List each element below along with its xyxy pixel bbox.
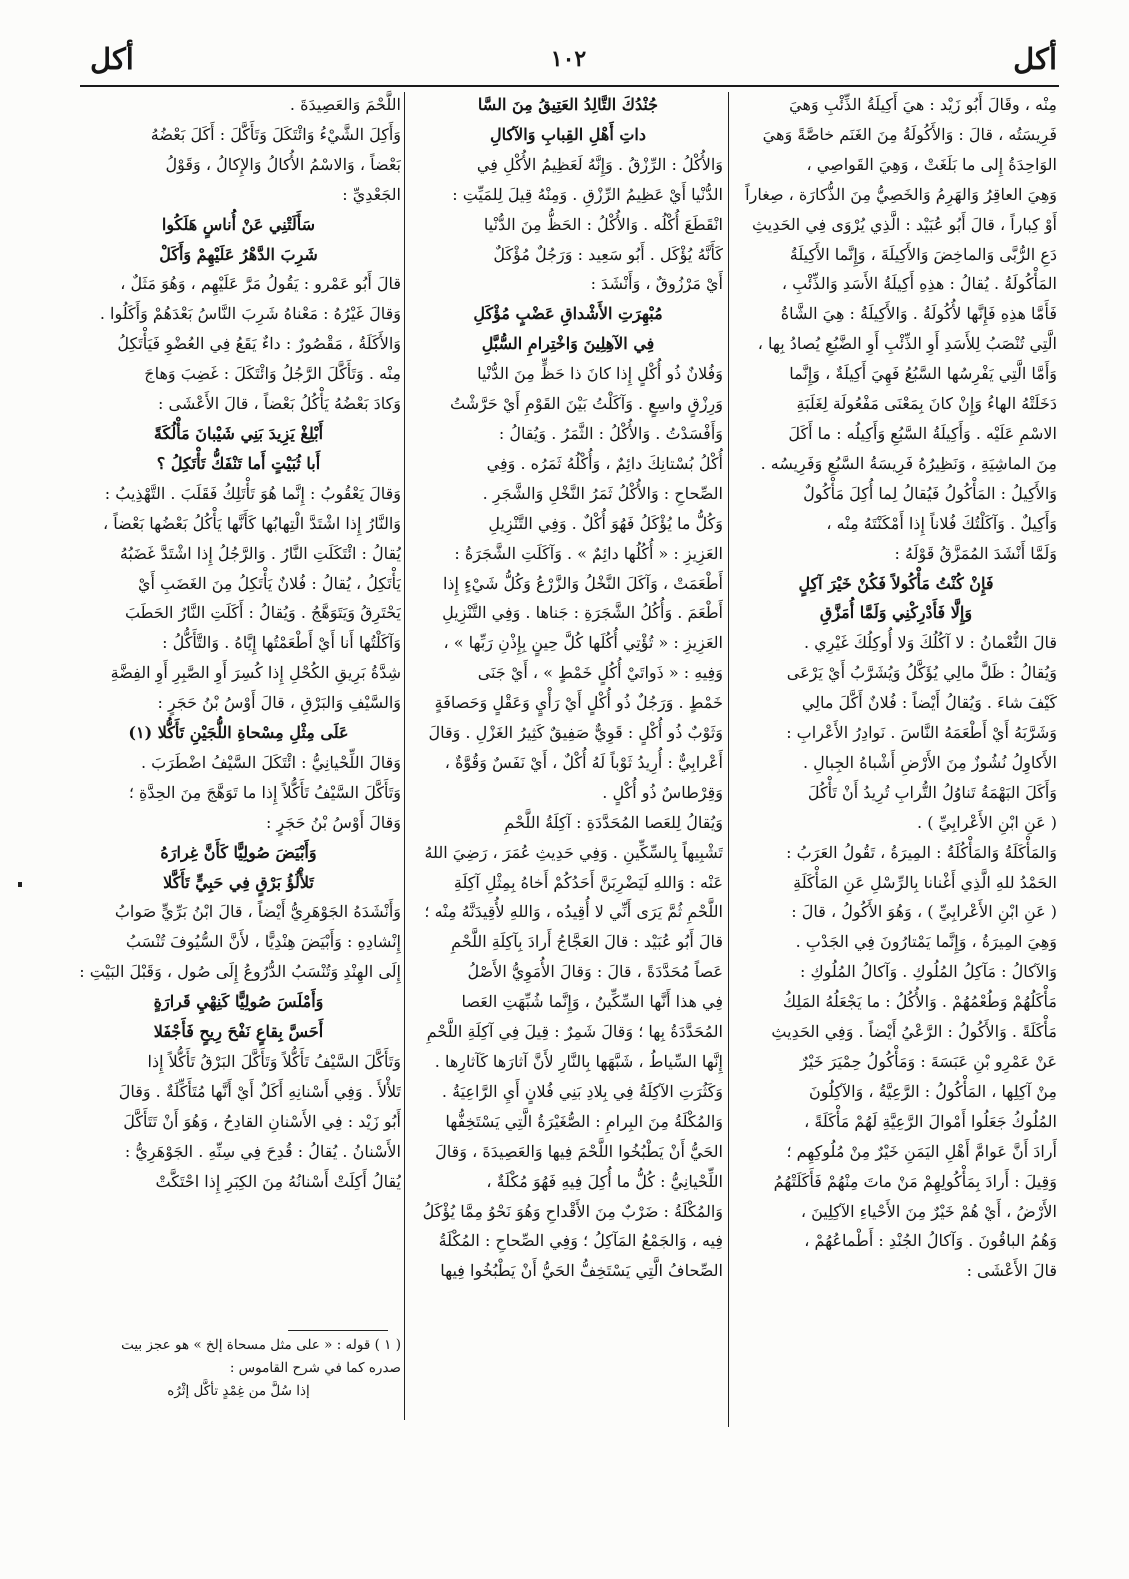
text-line: أُكْلُ بُسْتانِكَ دائِمٌ ، وَأُكْلُهُ ثَمَرُه . وَفِي [486,453,723,473]
text-line: بَعْضاً ، وَالاسْمُ الأُكالُ وَالإِكالُ ، وَقَوْلُ [165,154,401,174]
text-line: مِنْه . وَتَأَكَّلَ الرَّجُلُ وَائْتَكَلَ : غَضِبَ وَهاجَ [144,364,401,384]
footnote-line: صدره كما في شرح القاموس : [229,1360,401,1376]
text-line: الوَاحِدَةُ إِلى ما بَلَغَتْ ، وَهِيَ القَواصِي ، [806,154,1057,174]
text-line: وَلَمَّا أَنْشَدَ المُمَزَّقُ قَوْلَهُ : [894,543,1057,563]
text-line: وَقالَ يَعْقُوبُ : إِنَّما هُوَ تَأْتَلِكُ فَقَلَبَ . التَّهْذِيبُ : [104,483,401,503]
text-line: وَالأَكَلَةُ ، مَقْصُورٌ : داءٌ يَقَعُ فِي العُضْوِ فَيَأْتَكِلُ [117,334,401,354]
text-line: مِنَ الماشِيَةِ ، وَنَظِيرُهُ فَرِيسَةُ السَّبُعِ وَفَرِيسُه . [760,453,1057,473]
text-line: وَيُقالُ : ظَلَّ مالِي يُؤَكَّلُ وَيُشَرَّبُ أَيْ يَرْعَى [786,663,1057,683]
text-line: وَأَفْسَدْتُ . وَالأُكْلُ : الثَّمَرُ . وَيُقالُ : [498,423,723,443]
text-line: وَهِيَ العاقِرُ وَالهَرِمُ وَالخَصِيُّ مِنَ الذُّكارَة ، صِغاراً [745,184,1057,204]
page-number: ١٠٢ [550,46,587,72]
text-line: أَطْعَمَ . وَأُكُلُ الشَّجَرَةِ : جَناها . وَفِي التَّنْزِيلِ [442,603,723,623]
page-header [76,40,1061,84]
text-line: وَالنَّارُ إِذا اشْتَدَّ الْتِهابُها كَأَنَّها يَأْكُلُ بَعْضُها بَعْضاً ، [103,513,401,533]
text-line: شِدَّةُ بَرِيقِ الكُحْلِ إِذا كُسِرَ أَوِ الصَّبِرِ أَوِ الفِضَّةِ [110,663,401,683]
headword-left: أكل [90,42,134,76]
text-line: الحَيُّ أَنْ يَطْبُخُوا اللَّحْمَ فِيها وَالعَصِيدَةَ ، وَقالَ [435,1141,723,1161]
text-line: يُقالُ أَكِلَتْ أَسْنانُهُ مِنَ الكِبَرِ إِذا احْتَكَّتْ [155,1171,401,1191]
text-line: وَكَثُرَتِ الآكِلَةُ فِي بِلادِ بَنِي فُلانٍ أَيِ الرَّاعِيَةُ . [441,1081,723,1101]
text-line: المُلُوكُ جَعَلُوا أَمْوالَ الرَّعِيَّةِ لَهُمْ مَأْكَلَةً ، [804,1111,1057,1131]
text-line: دَعِ الرُّبَّى وَالماخِضَ وَالأَكِيلَةَ ، وَإِنَّما الأَكِيلَةُ [789,244,1057,264]
text-line: إِلَى الهِنْدِ وَتُنْسَبُ الدُّرُوعُ إِلَى صُول ، وَقَبْلَ البَيْتِ : [79,962,401,982]
text-line: وَفِيهِ : « ذَواتَيْ أُكُلٍ خَمْطٍ » ، أَيْ جَنَى [477,663,723,683]
text-line: وَالسَّيْفِ وَالبَرْقِ ، قالَ أَوْسُ بْنُ حَجَرٍ : [157,693,401,713]
text-line: فَأَمَّا هذِهِ فَإِنَّها لأُكُولَةُ . وَالأَكِيلَةُ : هِيَ الشَّاةُ [780,304,1057,324]
text-line: يَحْتَرِقُ وَيَتَوَهَّجُ . وَيُقالُ : أَكَلَتِ النَّارُ الحَطَبَ [124,603,401,623]
text-line: الأَرْضُ ، أَيْ هُمْ خَيْرٌ مِنَ الأَحْياءِ الآكِلِينَ ، [800,1201,1057,1221]
text-line: وَأَكَلَ البَهْمَةُ تَناوُلُ التُّرابِ تُرِيدُ أَنْ تَأْكُلَ [807,782,1057,802]
text-line: تَشْبِيهاً بِالسِّكِّينِ . وَفِي حَدِيثِ عُمَرَ ، رَضِيَ اللهُ [424,842,723,862]
text-line: قالَ النُّعْمانُ : لا آكُلُكَ وَلا أُوكِلُكَ غَيْرِي . [804,633,1057,653]
text-line: الحَمْدُ للهِ الَّذِي أَغْنانا بِالرِّسْلِ عَنِ المَأْكَلَةِ [793,872,1057,892]
text-line: الدُّنْيا أَيْ عَظِيمُ الرِّزْقِ . وَمِنْهُ قِيلَ لِلمَيِّتِ : [452,184,723,204]
verse-line: جُنْدُكَ التَّالِدُ العَتِيقُ مِنَ السَّا [477,95,659,114]
text-line: عَصاً مُحَدَّدَةً ، قالَ : وَقالَ الأُمَوِيُّ الأَصْلُ [467,962,723,982]
text-line: وَالمَأْكَلَةُ وَالمَأْكُلَةُ : المِيرَةُ ، تَقُولُ العَرَبُ : [786,842,1057,862]
scan-mark [18,882,22,887]
text-line: وَكادَ بَعْضُهُ يَأْكُلُ بَعْضاً ، قالَ الأَعْشَى : [158,394,401,414]
text-column-left [76,90,401,1326]
footnote-verse: إذا سُلَّ من غِمْدٍ تأكَّل إثْرُه [167,1383,310,1399]
text-line: الأَسْنانُ . يُقالُ : قُدِحَ فِي سِنِّهِ . الجَوْهَرِيُّ : [124,1141,401,1161]
text-line: أَوْ كِباراً ، قالَ أَبُو عُبَيْد : الَّذِي يُرْوَى فِي الحَدِيثِ [752,214,1057,234]
text-line: الأَكاوِلُ نُشُوزٌ مِنَ الأَرْضِ أَشْباهُ الجِبالِ . [802,752,1057,772]
column-divider [728,92,729,1427]
verse-line: وَأَبْيَضَ صُولِيًّا كَأَنَّ غِرارَهُ [160,842,317,862]
text-line: أَطْعَمَتْ ، وَآكَلَ النَّخْلُ وَالزَّرْعُ وَكُلُّ شَيْءٍ إِذا [442,573,723,593]
verse-line: أَبا ثُبَيْتٍ أَما تَنْفَكُّ تَأْتَكِلُ ؟ [156,453,321,473]
text-line: خَمْطٍ . وَرَجُلٌ ذُو أُكْلٍ أَيْ رَأْيٍ وَعَقْلٍ وَحَصافَةٍ [434,693,723,713]
text-line: عَنْه : وَاللهِ لَيَضْرِبَنَّ أَحَدُكُمْ أَخاهُ بِمِثْلِ آكِلَةِ [453,872,723,892]
text-line: كَيْفَ شاءَ . وَيُقالُ أَيْضاً : فُلانٌ أَكَّلَ مالِي [801,693,1057,713]
verse-line: مُبْهِرَتِ الأَشْداقِ عَضْبٍ مُؤْكَلِ [473,304,663,324]
verse-line: سَأَلَتْنِي عَنْ أُناسٍ هَلَكُوا [161,214,316,234]
text-line: دَخَلَتْهُ الهاءُ وَإِنْ كانَ بِمَعْنَى مَفْعُولَة لِغَلَبَةِ [796,394,1057,414]
text-line: وَأَنْشَدَهُ الجَوْهَرِيُّ أَيْضاً ، قالَ ابْنُ بَرِّيٍّ صَوابُ [114,902,401,922]
text-line: وَفُلانٌ ذُو أُكْلٍ إِذا كانَ ذا حَظٍّ مِنَ الدُّنْيا [477,364,723,384]
text-line: الصِّحافُ الَّتِي يَسْتَخِفُّ الحَيُّ أَنْ يَطْبُخُوا فِيها [440,1261,723,1281]
text-line: قالَ أَبُو عُبَيْد : قالَ العَجَّاجُ أَرادَ بِآكِلَةِ اللَّحْمِ [451,932,723,952]
text-line: وَالمُكْلَةُ مِنَ البِرامِ : الصُّغَيْرَةُ الَّتِي يَسْتَخِفُّها [445,1111,723,1131]
verse-line: وَإِلَّا فَأَدْرِكْنِي وَلَمَّا أُمَزَّقِ [819,603,973,623]
text-line: وَالآكالُ : مَآكِلُ المُلُوكِ . وَآكالُ المُلُوكِ : [800,962,1057,982]
text-line: وَتَأَكَّلَ السَّيْفُ تَأَكُّلاً وَتَأَكَّلَ البَرْقُ تَأَكُّلاً إِذا [147,1052,401,1071]
text-line: وَيُقالُ لِلعَصا المُحَدَّدَةِ : آكِلَةُ اللَّحْمِ [504,812,723,832]
text-line: اللَّحْمِ ثُمَّ يَرَى أَنِّي لا أُقِيدُه ، وَاللهِ لأُقِيدَنَّهُ مِنْه ؛ [424,902,723,922]
text-line: انْقَطَعَ أُكْلُه . وَالأُكْلُ : الحَظُّ مِنَ الدُّنْيا [483,214,723,234]
text-line: قالَ أَبُو عَمْرو : يَقُولُ مَرَّ عَلَيْهِم ، وَهُوَ مَثَلٌ ، [120,274,401,294]
text-line: إِنْشادِهِ : وَأَبْيَضَ هِنْدِيًّا ، لأَنَّ السُّيُوفَ تُنْسَبُ [125,932,401,952]
verse-line: فِي الآهِلِينَ وَاخْتِرامِ السُّبَّلِ [481,334,655,354]
text-line: إِنَّها السِّياطُ ، شَبَّهَها بِالنَّارِ لأَنَّ آثارَها كَآثارِها . [434,1052,723,1071]
text-line: الَّتِي تُنْصَبُ لِلأَسَدِ أَوِ الذِّئْبِ أَوِ الضَّبُعِ يُصادُ بِها ، [757,334,1057,354]
text-line: مَأْكَلَةً . وَالأَكُولُ : الرَّعْيُ أَيْضاً . وَفِي الحَدِيثِ [771,1022,1057,1042]
text-line: كَأَنَّهُ يُؤْكَل . أَبُو سَعِيد : وَرَجُلٌ مُؤْكَلٌ [493,244,723,264]
text-line: العَزِيزِ : « تُؤْتِي أُكُلَها كُلَّ حِينٍ بِإِذْنِ رَبِّها » ، [443,633,723,653]
column-divider [404,92,405,1420]
verse-line: أَحَسَّ بِقاعٍ نَفْحَ رِيحٍ فَأَجْفَلا [153,1022,324,1042]
text-line: أَبُو زَيْد : فِي الأَسْنانِ القادِحُ ، وَهُوَ أَنْ تَتَأَكَّلَ [123,1111,401,1131]
text-line: مِنْ آكِلِها ، المَأْكُولُ : الرَّعِيَّةُ ، وَالآكِلُونَ [809,1081,1057,1101]
text-line: اللِّحْيانِيُّ : كُلُّ ما أُكِلَ فِيهِ فَهُوَ مُكْلَةٌ ، [486,1171,723,1191]
text-line: المُحَدَّدَةُ بِها ؛ وَقالَ شَمِرٌ : قِيلَ فِي آكِلَةِ اللَّحْمِ [426,1022,723,1042]
verse-line: فَإِنْ كُنْتُ مَأْكُولاً فَكُنْ خَيْرَ آكِلٍ [798,573,994,593]
text-line: أَيْ مَرْزُوقٌ ، وَأَنْشَدَ : [590,274,723,294]
verse-line: أَبْلِغْ يَزِيدَ بَنِي شَيْبانَ مَأْلُكَةً [153,423,324,443]
text-line: وَالأُكْلُ : الرِّزْقُ . وَإِنَّهُ لَعَظِيمُ الأُكْلِ فِي [476,154,723,174]
text-line: مَأْكَلُهُمْ وَطُعْمُهُمْ . وَالأُكُلُ : ما يَجْعَلُهُ المَلِكُ [782,992,1057,1012]
verse-line: عَلَى مِثْلِ مِسْحاةِ اللُّجَيْنِ تَأَكُّلا (١) [128,723,349,743]
text-line: أَعْرابِيٌّ : أُرِيدُ ثَوْباً لَهُ أُكْلٌ ، أَيْ نَفَسٌ وَقُوَّةٌ ، [444,752,723,772]
text-line: الصِّحاحِ : وَالأُكْلُ ثَمَرُ النَّخْلِ وَالشَّجَرِ . [482,483,723,503]
text-line: فِيه ، وَالجَمْعُ المَآكِلُ ؛ وَفِي الصِّحاحِ : المُكْلَةُ [438,1231,723,1251]
text-line: اللَّحْمَ وَالعَصِيدَةَ . [289,95,401,114]
text-line: الاسْمِ عَلَيْه . وَأَكِيلَةُ السَّبُعِ وَأَكِيلُه : ما أَكَلَ [788,423,1057,443]
footnote [76,1334,401,1403]
text-line: فِي هذا أَنَّها السِّكِّينُ ، وَإِنَّما شُبِّهَتِ العَصا [461,992,723,1012]
text-line: الجَعْدِيِّ : [342,184,401,204]
text-line: وَقالَ اللِّحْيانِيُّ : ائْتَكَلَ السَّيْفُ اضْطَرَبَ . [140,752,401,772]
verse-line: تَلأْلُؤُ بَرْقٍ فِي حَبِيٍّ تَأَكَّلا [163,872,314,892]
text-line: وَأَكِلَ الشَّيْءُ وَائْتَكَلَ وَتَأَكَّلَ : أَكَلَ بَعْضُهُ [150,124,401,144]
header-rule [80,85,1059,87]
text-line: أَرادَ أَنَّ عَوامَّ أَهْلِ اليَمَنِ خَيْرٌ مِنْ مُلُوكِهِم ؛ [786,1141,1057,1161]
text-line: العَزِيزِ : « أُكُلُها دائِمٌ » . وَآكَلَتِ الشَّجَرَةُ : [454,543,723,563]
text-line: وَهِيَ المِيرَةُ ، وَإِنَّما يَمْتارُونَ فِي الجَدْبِ . [795,932,1057,952]
text-line: وَتَأَكَّلَ السَّيْفُ تَأَكُّلاً إِذا ما تَوَهَّجَ مِنَ الحِدَّةِ ؛ [128,782,401,802]
verse-line: شَرِبَ الدَّهْرُ عَلَيْهِمْ وَأَكَلْ [159,244,318,264]
text-line: يُقالُ : ائْتَكَلَتِ النَّارُ . وَالرَّجُلُ إِذا اشْتَدَّ غَضَبُهُ [119,543,401,563]
text-line: وَقِيلَ : أَرادَ بِمَأْكُولِهِمْ مَنْ ماتَ مِنْهُمْ فَأَكَلَتْهُمُ [773,1171,1057,1191]
text-line: فَرِيسَتُه ، قالَ : وَالأَكُولَةُ مِنَ الغَنَم خاصَّةً وَهيَ [762,124,1057,144]
verse-line: وَأَمْلَسَ صُولِيًّا كَنِهْيِ قَرارَةٍ [153,992,324,1012]
text-column-middle [413,90,723,1408]
text-line: يَأْتَكِلُ ، يُقالُ : فُلانٌ يَأْتَكِلُ مِنَ الغَضَبِ أَيْ [137,573,401,593]
text-line: وَرِزْقٍ واسِعٍ . وَآكَلْتُ بَيْنَ القَوْمِ أَيْ حَرَّشْتُ [449,394,723,414]
text-line: المَأْكُولَةُ . يُقالُ : هذِهِ أَكِيلَةُ الأَسَدِ وَالذِّئْبِ ، [781,274,1057,294]
text-line: وَأَكِيلٌ . وَآكَلْتُكَ فُلاناً إِذا أَمْكَنْتَهُ مِنْه ، [826,513,1057,533]
text-line: وَثَوْبٌ ذُو أُكْلٍ : قَوِيٌّ صَفِيقٌ كَثِيرُ الغَزْلِ . وَقالَ [428,723,723,743]
text-line: وَقِرْطاسٌ ذُو أُكْلٍ . [602,782,723,802]
text-line: ( عَنِ ابْنِ الأَعْرابِيِّ ) ، وَهُوَ الأَكُولُ ، قالَ : [791,902,1057,922]
text-line: وَأَمَّا الَّتِي يَفْرِسُها السَّبُعُ فَهِيَ أَكِيلَةٌ ، وَإِنَّما [789,364,1057,384]
text-line: وَقالَ غَيْرُهُ : مَعْناهُ شَرِبَ النَّاسُ بَعْدَهُمْ وَأَكَلُوا . [99,304,401,324]
text-column-right [735,90,1057,1408]
text-line: وَالمُكْلَةُ : ضَرْبٌ مِنَ الأَقْداحِ وَهُوَ نَحْوُ مِمَّا يُؤْكَلُ [422,1201,723,1221]
text-line: وَشَرَّبَهُ أَيْ أَطْعَمَهُ النَّاسَ . نَوادِرُ الأَعْرابِ : [786,723,1057,743]
footnote-rule [288,1330,388,1331]
text-line: تَلأْلأَ . وَفِي أَسْنانِهِ أَكَلٌ أَيْ أَنَّها مُتَأَكِّلَةٌ . وَقالَ [118,1081,401,1101]
text-line: وَآكَلْتُها أَنا أَيْ أَطْعَمْتُها إِيَّاهُ . وَالتَّأَكُّلُ : [162,633,401,653]
text-line: مِنْه ، وقَالَ أَبُو زَيْد : هيَ أَكِيلَةُ الذِّئْبِ وَهيَ [789,95,1057,114]
footnote-line: ( ١ ) قوله : « على مثل مسحاة إلخ » هو عجز بيت [121,1337,401,1353]
text-line: ( عَنِ ابْنِ الأَعْرابِيِّ ) . [917,812,1057,832]
text-line: وَقالَ أَوْسُ بْنُ حَجَرٍ : [266,812,401,832]
text-line: وَهُمُ الباقُونَ . وَآكالُ الجُنْدِ : أَطْماعُهُمْ ، [804,1231,1057,1251]
text-line: وَالأَكِيلُ : المَأْكُولُ فَيُقالُ لِما أُكِلَ مَأْكُولٌ [803,483,1057,503]
text-line: عَنْ عَمْرِو بْنِ عَبَسَةَ : وَمَأْكُولُ حِمْيَرَ خَيْرٌ [800,1052,1057,1071]
headword-right: أكل [1013,42,1057,76]
text-line: قالَ الأَعْشَى : [966,1261,1057,1281]
verse-line: داتِ أَهْلِ القِبابِ وَالآكالِ [490,124,646,144]
text-line: وَكُلُّ ما يُؤْكَلُ فَهُوَ أُكْلٌ . وَفِي التَّنْزِيلِ [488,513,723,533]
